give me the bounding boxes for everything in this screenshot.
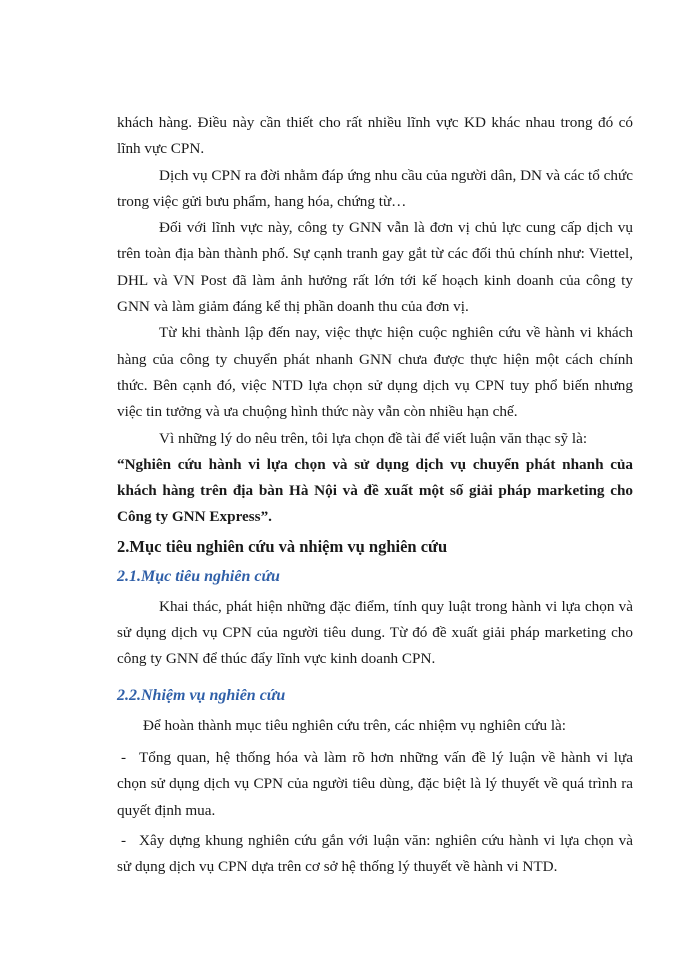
list-item [117, 828, 633, 881]
page-content [117, 110, 633, 884]
section-2-heading: 2.Mục tiêu nghiên cứu và nhiệm vụ nghiên cứu [117, 536, 448, 556]
paragraph-intro-continued: khách hàng. Điều này cần thiết cho rất nhiều lĩnh vực KD khác nhau trong đó có lĩnh vực CPN. [117, 114, 633, 158]
paragraph-gnn-competition: Đối với lĩnh vực này, công ty GNN vẫn là đơn vị chủ lực cung cấp dịch vụ trên toàn địa bàn thành phố. Sự cạnh tranh gay gắt từ các đối thủ chính như: Viettel, DHL và VN Post đã làm ảnh hưởng rất lớn tới kế hoạch kinh doanh của công ty GNN và làm giảm đáng kể thị phần doanh thu của đơn vị. [117, 219, 633, 316]
paragraph-research-status: Từ khi thành lập đến nay, việc thực hiện cuộc nghiên cứu về hành vi khách hàng của công ty chuyển phát nhanh GNN chưa được thực hiện một cách chính thức. Bên cạnh đó, việc NTD lựa chọn sử dụng dịch vụ CPN tuy phổ biến nhưng việc tin tưởng và ưa chuộng hình thức này vẫn còn nhiều hạn chế. [117, 324, 633, 421]
paragraph-cpn-service: Dịch vụ CPN ra đời nhằm đáp ứng nhu cầu của người dân, DN và các tổ chức trong việc gửi bưu phẩm, hang hóa, chứng từ… [117, 166, 633, 210]
paragraph-topic-reason: Vì những lý do nêu trên, tôi lựa chọn đề tài để viết luận văn thạc sỹ là: [159, 429, 588, 447]
list-item [117, 745, 633, 824]
section-2-2-heading: 2.2.Nhiệm vụ nghiên cứu [117, 686, 286, 704]
thesis-title: “Nghiên cứu hành vi lựa chọn và sử dụng dịch vụ chuyển phát nhanh của khách hàng trên địa bàn Hà Nội và đề xuất một số giải pháp marketing cho Công ty GNN Express”. [117, 455, 633, 526]
bullet-dash: - [121, 831, 127, 849]
section-2-1-text: Khai thác, phát hiện những đặc điểm, tính quy luật trong hành vi lựa chọn và sử dụng dịch vụ CPN của người tiêu dung. Từ đó đề xuất giải pháp marketing cho công ty GNN để thúc đẩy lĩnh vực kinh doanh CPN. [117, 597, 633, 668]
section-2-2-lead: Để hoàn thành mục tiêu nghiên cứu trên, các nhiệm vụ nghiên cứu là: [143, 716, 567, 734]
list-item-text: Xây dựng khung nghiên cứu gắn với luận văn: nghiên cứu hành vi lựa chọn và sử dụng dịch vụ CPN dựa trên cơ sở hệ thống lý thuyết về hành vi NTD. [117, 831, 633, 876]
spacer [117, 673, 633, 683]
bullet-dash: - [121, 748, 127, 766]
section-2-1-heading: 2.1.Mục tiêu nghiên cứu [117, 567, 280, 585]
list-item-text: Tổng quan, hệ thống hóa và làm rõ hơn những vấn đề lý luận về hành vi lựa chọn sử dụng dịch vụ CPN của người tiêu dùng, đặc biệt là lý thuyết về quá trình ra quyết định mua. [117, 748, 633, 819]
